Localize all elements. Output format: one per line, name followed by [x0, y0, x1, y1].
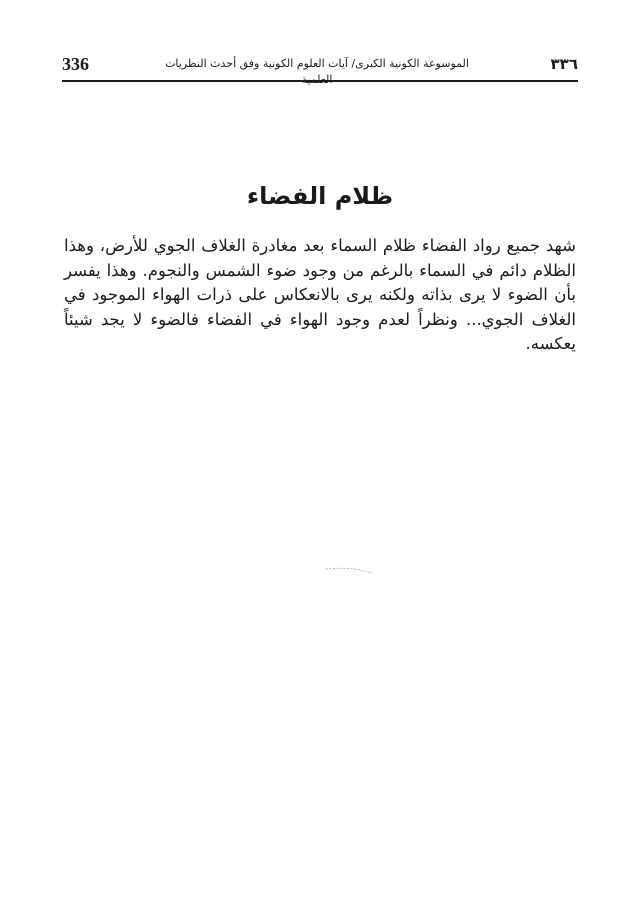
page-number-latin: 336 [62, 54, 89, 74]
page-header [62, 54, 578, 86]
scan-artifact-mark [325, 566, 373, 574]
article-title: ظلام الفضاء [246, 182, 394, 210]
page-number-arabic: ٣٣٦ [550, 55, 578, 73]
running-title: الموسوعة الكونية الكبرى/ آيات العلوم الكونية وفق أحدث النظريات العلمية [165, 57, 469, 86]
article-body: شهد جميع رواد الفضاء ظلام السماء بعد مغادرة الغلاف الجوي للأرض، وهذا الظلام دائم في السماء بالرغم من وجود ضوء الشمس والنجوم. وهذا يفسر بأن الضوء لا يرى بذاته ولكنه يرى بالانعكاس على ذرات الهواء الموجود في الغلاف الجوي... ونظراً لعدم وجود الهواء في الفضاء فالضوء لا يجد شيئاً يعكسه. [64, 236, 576, 354]
header-divider [62, 80, 578, 82]
